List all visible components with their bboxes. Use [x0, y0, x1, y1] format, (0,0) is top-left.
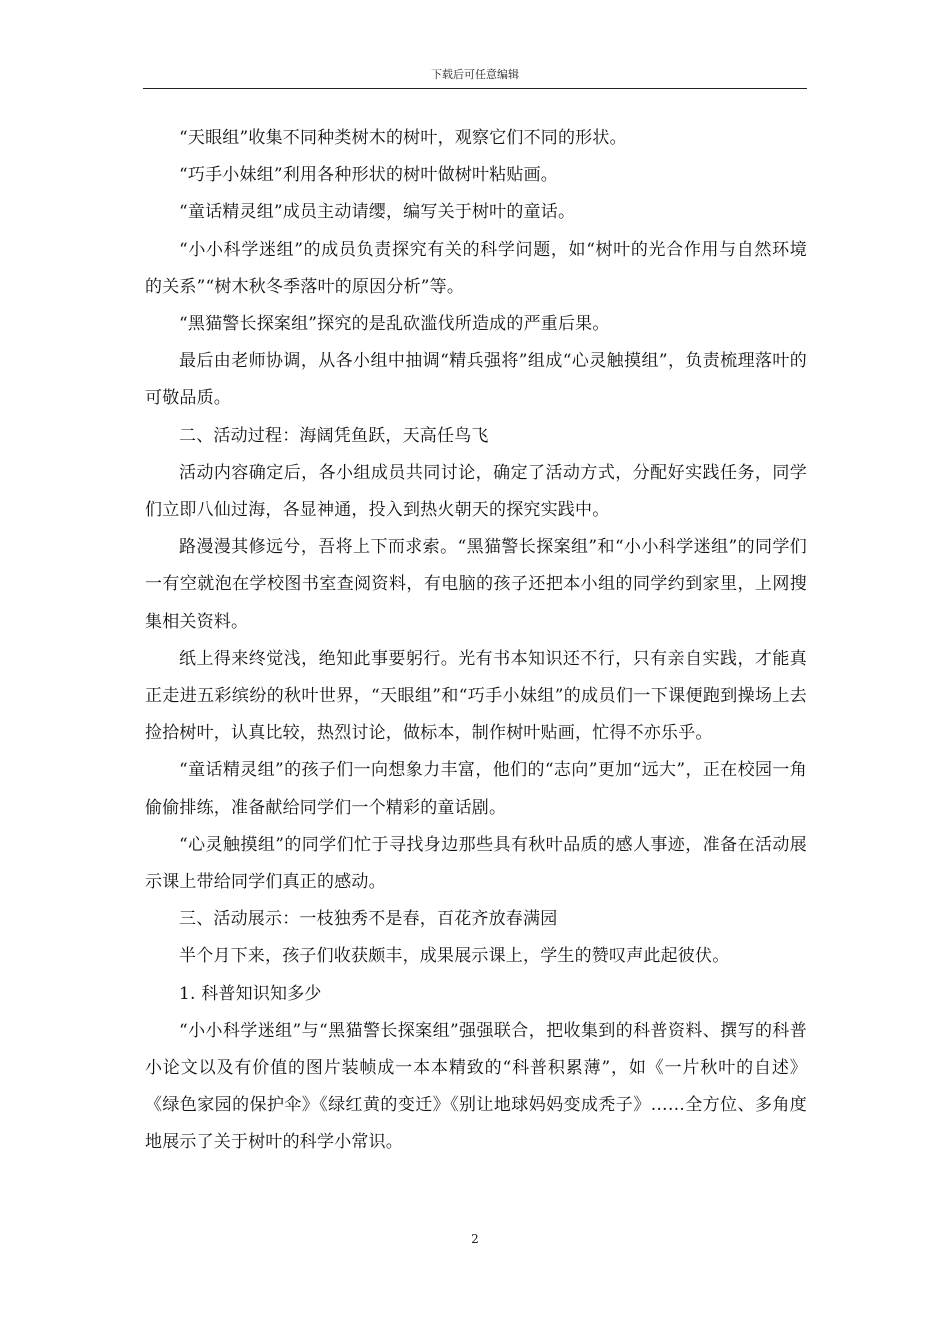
paragraph-tonghua-rehearsal: “童话精灵组”的孩子们一向想象力丰富，他们的“志向”更加“远大”，正在校园一角偷偷排练，准备献给同学们一个精彩的童话剧。 [145, 760, 807, 818]
paragraph-xinling-group: 最后由老师协调，从各小组中抽调“精兵强将”组成“心灵触摸组”，负责梳理落叶的可敬品质。 [145, 351, 807, 409]
paragraph-research: 路漫漫其修远兮，吾将上下而求索。“黑猫警长探案组”和“小小科学迷组”的同学们一有空就泡在学校图书室查阅资料，有电脑的孩子还把本小组的同学约到家里，上网搜集相关资料。 [145, 537, 807, 632]
paragraph-practice: 纸上得来终觉浅，绝知此事要躬行。光有书本知识还不行，只有亲自实践，才能真正走进五彩缤纷的秋叶世界，“天眼组”和“巧手小妹组”的成员们一下课便跑到操场上去捡拾树叶，认真比较，热烈讨论，做标本，制作树叶贴画，忙得不亦乐乎。 [145, 648, 807, 744]
paragraph-process-intro: 活动内容确定后，各小组成员共同讨论，确定了活动方式，分配好实践任务，同学们立即八仙过海，各显神通，投入到热火朝天的探究实践中。 [145, 462, 807, 521]
paragraph-xinling-stories: “心灵触摸组”的同学们忙于寻找身边那些具有秋叶品质的感人事迹，准备在活动展示课上带给同学们真正的感动。 [145, 834, 807, 893]
page-number: 2 [471, 1232, 479, 1246]
header-rule [143, 88, 807, 89]
paragraph-showcase-intro: 半个月下来，孩子们收获颇丰，成果展示课上，学生的赞叹声此起彼伏。 [179, 946, 730, 967]
paragraph-kexuemi-group: “小小科学迷组”的成员负责探究有关的科学问题，如“树叶的光合作用与自然环境的关系”“树木秋冬季落叶的原因分析”等。 [145, 239, 807, 297]
paragraph-tonghua-group: “童话精灵组”成员主动请缨，编写关于树叶的童话。 [179, 202, 576, 223]
paragraph-science-notebook: “小小科学迷组”与“黑猫警长探案组”强强联合，把收集到的科普资料、撰写的科普小论文以及有价值的图片装帧成一本本精致的“科普积累薄”，如《一片秋叶的自述》《绿色家园的保护伞》《绿红黄的变迁》《别让地球妈妈变成秃子》……全方位、多角度地展示了关于树叶的科学小常识。 [145, 1020, 807, 1153]
section-heading-process: 二、活动过程：海阔凭鱼跃，天高任鸟飞 [179, 425, 489, 446]
subheading-science-knowledge: 1. 科普知识知多少 [179, 983, 322, 1004]
document-body [145, 120, 807, 1162]
paragraph-tianyan-group: “天眼组”收集不同种类树木的树叶，观察它们不同的形状。 [179, 128, 627, 148]
paragraph-heimao-group: “黑猫警长探案组”探究的是乱砍滥伐所造成的严重后果。 [179, 314, 610, 335]
page-header: 下载后可任意编辑 [431, 68, 519, 81]
section-heading-showcase: 三、活动展示：一枝独秀不是春，百花齐放春满园 [179, 909, 558, 930]
paragraph-qiaoshou-group: “巧手小妹组”利用各种形状的树叶做树叶粘贴画。 [179, 165, 558, 186]
